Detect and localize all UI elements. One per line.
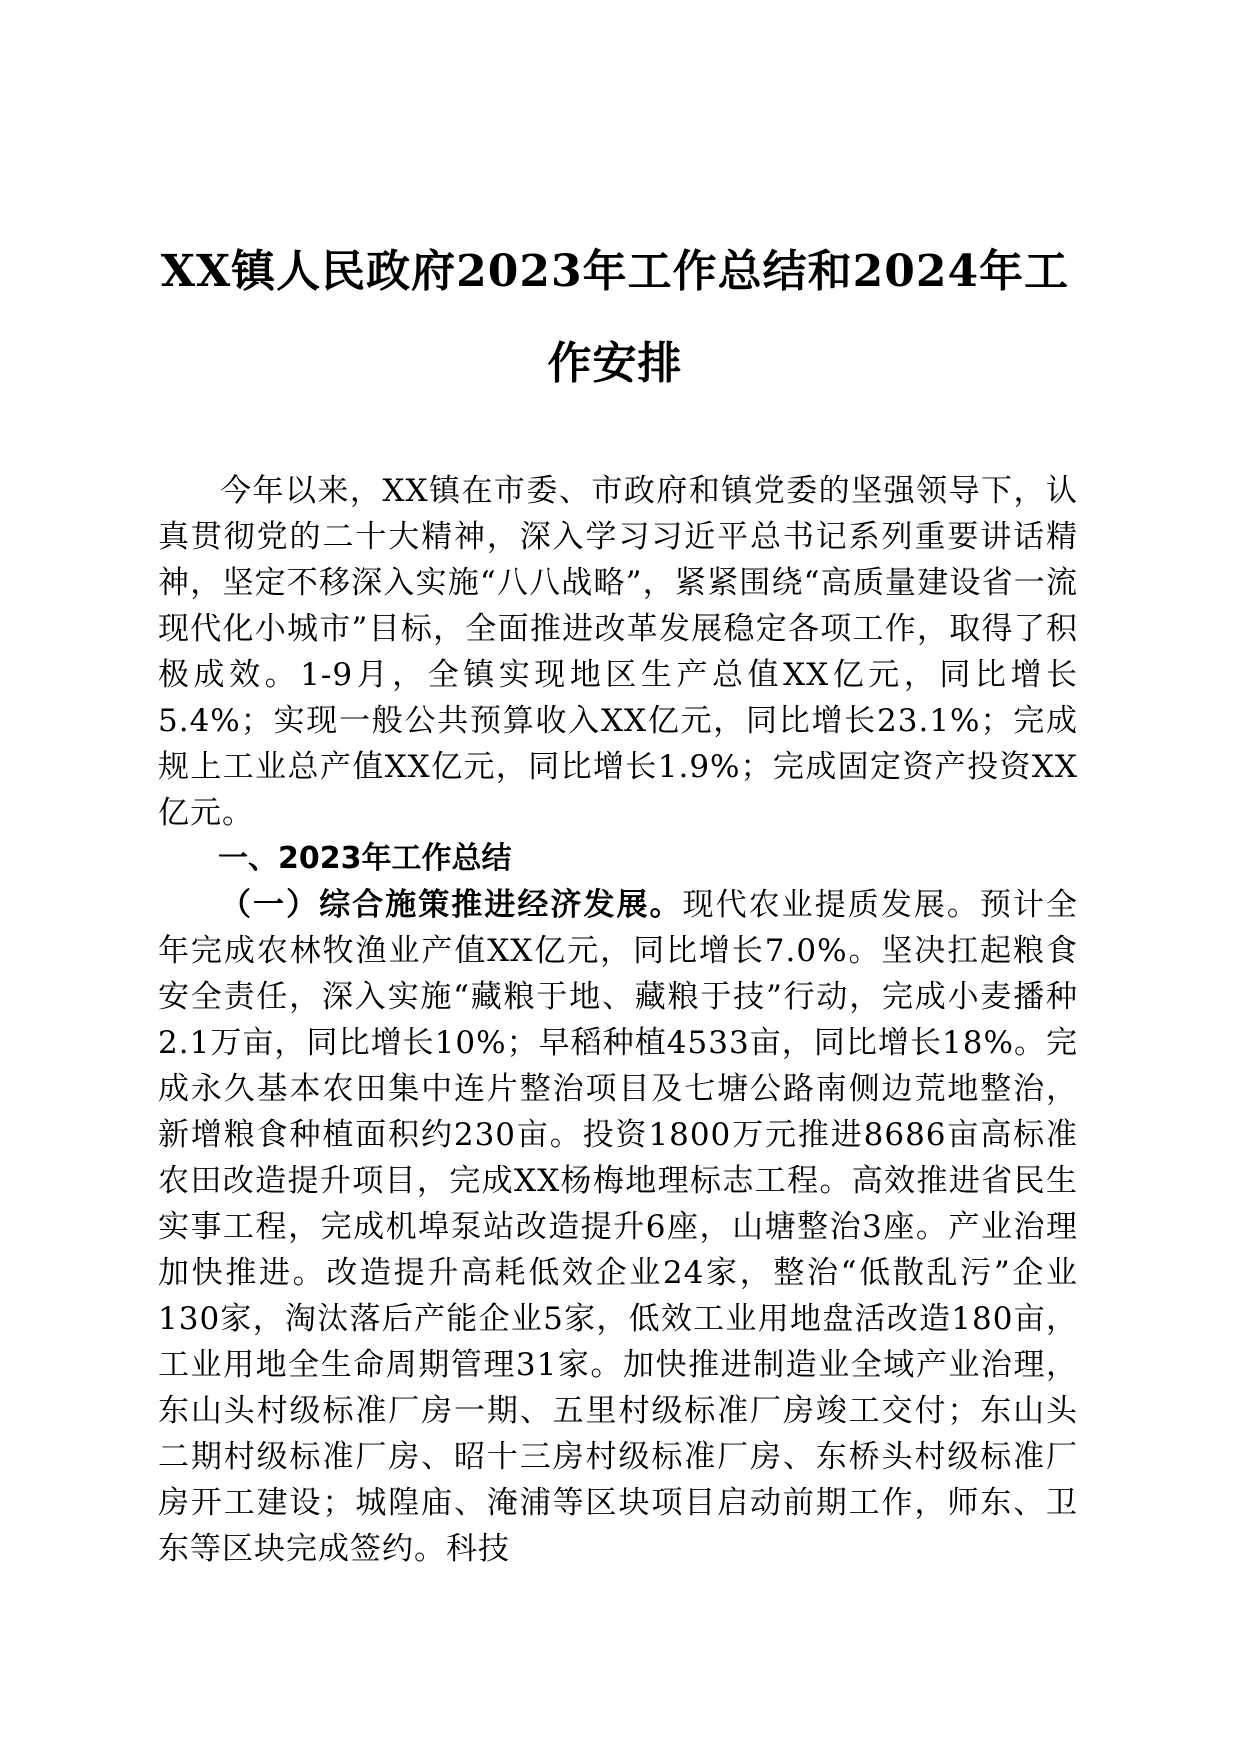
intro-paragraph: 今年以来，XX镇在市委、市政府和镇党委的坚强领导下，认真贯彻党的二十大精神，深入学习习近平总书记系列重要讲话精神，坚定不移深入实施“八八战略”，紧紧围绕“高质量建设省一流现代化小城市”目标，全面推进改革发展稳定各项工作，取得了积极成效。1-9月，全镇实现地区生产总值XX亿元，同比增长5.4%；实现一般公共预算收入XX亿元，同比增长23.1%；完成规上工业总产值XX亿元，同比增长1.9%；完成固定资产投资XX亿元。	[158, 473, 1078, 831]
subsection-paragraph	[158, 882, 1078, 1572]
title-line-2: 作安排	[547, 338, 683, 389]
document-title	[150, 226, 1080, 410]
subsection-text: 现代农业提质发展。预计全年完成农林牧渔业产值XX亿元，同比增长7.0%。坚决扛起粮食安全责任，深入实施“藏粮于地、藏粮于技”行动，完成小麦播种2.1万亩，同比增长10%；早稻种植4533亩，同比增长18%。完成永久基本农田集中连片整治项目及七塘公路南侧边荒地整治，新增粮食种植面积约230亩。投资1800万元推进8686亩高标准农田改造提升项目，完成XX杨梅地理标志工程。高效推进省民生实事工程，完成机埠泵站改造提升6座，山塘整治3座。产业治理加快推进。改造提升高耗低效企业24家，整治“低散乱污”企业130家，淘汰落后产能企业5家，低效工业用地盘活改造180亩，工业用地全生命周期管理31家。加快推进制造业全域产业治理，东山头村级标准厂房一期、五里村级标准厂房竣工交付；东山头二期村级标准厂房、昭十三房村级标准厂房、东桥头村级标准厂房开工建设；城隍庙、淹浦等区块项目启动前期工作，师东、卫东等区块完成签约。科技	[158, 887, 1079, 1567]
title-line-1: XX镇人民政府2023年工作总结和2024年工	[160, 246, 1070, 297]
section-heading: 一、2023年工作总结	[218, 841, 512, 876]
subsection-label: （一）综合施策推进经济发展。	[220, 887, 683, 923]
document-body	[158, 468, 1078, 1572]
